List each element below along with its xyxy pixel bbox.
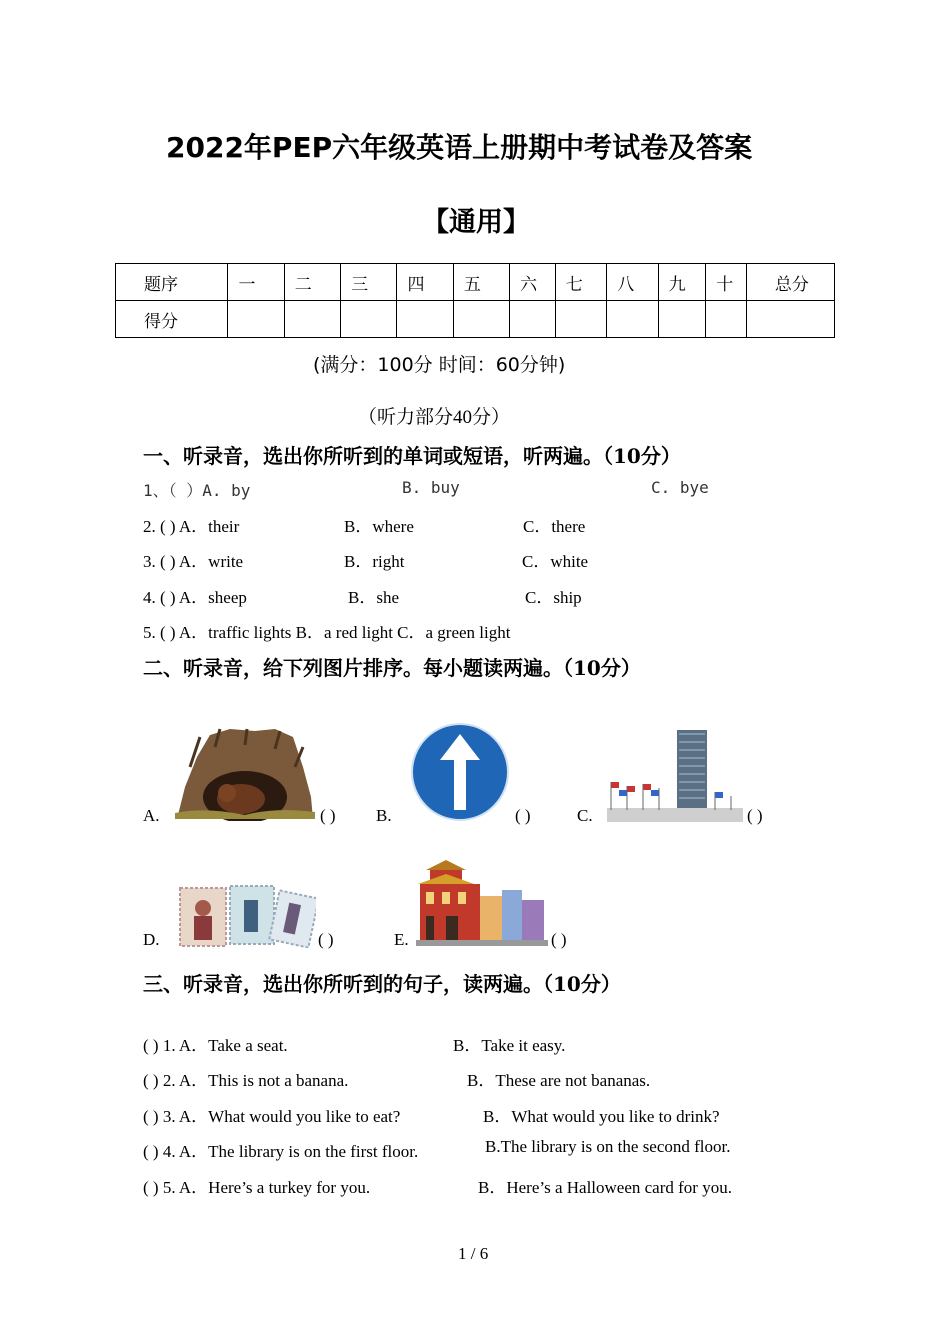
page-subtitle: 【通用】 xyxy=(422,207,530,238)
score-entry[interactable] xyxy=(555,301,606,338)
score-entry[interactable] xyxy=(284,301,340,338)
question-4-option-c: C．ship xyxy=(525,588,582,607)
chinatown-picture xyxy=(416,856,548,946)
question-3-option-b: B．right xyxy=(344,552,405,571)
sentence-question-1: ( ) 1. A．Take a seat. xyxy=(143,1036,288,1055)
un-building-picture xyxy=(607,730,743,822)
score-cell: 得分 xyxy=(116,301,228,338)
page-title: 2022年PEP六年级英语上册期中考试卷及答案 xyxy=(166,131,753,164)
bear-in-cave-picture xyxy=(175,727,315,821)
picture-d-answer[interactable]: ( ) xyxy=(318,930,334,949)
sentence-question-4: ( ) 4. A．The library is on the first floor. xyxy=(143,1142,419,1161)
score-table-header-row xyxy=(116,264,835,301)
picture-a-answer[interactable]: ( ) xyxy=(320,806,336,825)
score-table-score-row xyxy=(116,301,835,338)
score-cell: 八 xyxy=(607,264,658,301)
question-5: 5. ( ) A．traffic lights B．a red light C．a green light xyxy=(143,623,511,642)
picture-c-label: C. xyxy=(577,806,593,825)
question-2: 2. ( ) A．their xyxy=(143,517,240,536)
section2-heading: 二、听录音，给下列图片排序。每小题读两遍。（10分） xyxy=(143,656,641,680)
page-number: 1 / 6 xyxy=(458,1244,489,1263)
question-1-option-b: B. buy xyxy=(402,478,460,497)
picture-a-label: A. xyxy=(143,806,160,825)
question-4: 4. ( ) A．sheep xyxy=(143,588,247,607)
question-3: 3. ( ) A．write xyxy=(143,552,244,571)
picture-b-label: B. xyxy=(376,806,392,825)
score-entry[interactable] xyxy=(607,301,658,338)
question-1-option-c: C. bye xyxy=(651,478,709,497)
score-entry[interactable] xyxy=(706,301,747,338)
full-marks-note: (满分：100分 时间：60分钟) xyxy=(313,354,566,376)
sentence-question-3-option-b: B．What would you like to drink? xyxy=(483,1107,720,1126)
picture-c-answer[interactable]: ( ) xyxy=(747,806,763,825)
score-cell: 五 xyxy=(453,264,509,301)
score-entry[interactable] xyxy=(228,301,284,338)
picture-e-label: E. xyxy=(394,930,409,949)
sentence-question-2: ( ) 2. A．This is not a banana. xyxy=(143,1071,349,1090)
score-cell: 三 xyxy=(341,264,397,301)
score-entry[interactable] xyxy=(658,301,706,338)
score-cell: 六 xyxy=(510,264,556,301)
sentence-question-3: ( ) 3. A．What would you like to eat? xyxy=(143,1107,401,1126)
stamps-picture xyxy=(178,884,316,948)
score-cell: 七 xyxy=(555,264,606,301)
straight-arrow-sign-picture xyxy=(410,722,510,822)
score-cell: 总分 xyxy=(746,264,834,301)
sentence-question-2-option-b: B．These are not bananas. xyxy=(467,1071,651,1090)
score-table xyxy=(115,263,835,338)
question-2-option-b: B．where xyxy=(344,517,414,536)
score-cell: 四 xyxy=(397,264,453,301)
score-cell: 九 xyxy=(658,264,706,301)
sentence-question-5-option-b: B．Here’s a Halloween card for you. xyxy=(478,1178,732,1197)
question-3-option-c: C．white xyxy=(522,552,589,571)
score-cell: 一 xyxy=(228,264,284,301)
listening-part-label: （听力部分40分） xyxy=(358,407,511,428)
score-entry[interactable] xyxy=(453,301,509,338)
score-cell: 十 xyxy=(706,264,747,301)
question-4-option-b: B．she xyxy=(348,588,399,607)
score-entry[interactable] xyxy=(397,301,453,338)
score-entry[interactable] xyxy=(746,301,834,338)
score-entry[interactable] xyxy=(510,301,556,338)
section1-heading: 一、听录音，选出你所听到的单词或短语，听两遍。（10分） xyxy=(143,444,681,468)
picture-b-answer[interactable]: ( ) xyxy=(515,806,531,825)
sentence-question-1-option-b: B．Take it easy. xyxy=(453,1036,566,1055)
score-cell: 题序 xyxy=(116,264,228,301)
question-2-option-c: C．there xyxy=(523,517,586,536)
picture-e-answer[interactable]: ( ) xyxy=(551,930,567,949)
score-cell: 二 xyxy=(284,264,340,301)
sentence-question-4-option-b: B.The library is on the second floor. xyxy=(485,1137,731,1156)
question-1: 1、（ ）A. by xyxy=(143,481,251,500)
section3-heading: 三、听录音，选出你所听到的句子，读两遍。（10分） xyxy=(143,972,621,996)
score-entry[interactable] xyxy=(341,301,397,338)
picture-d-label: D. xyxy=(143,930,160,949)
sentence-question-5: ( ) 5. A．Here’s a turkey for you. xyxy=(143,1178,371,1197)
